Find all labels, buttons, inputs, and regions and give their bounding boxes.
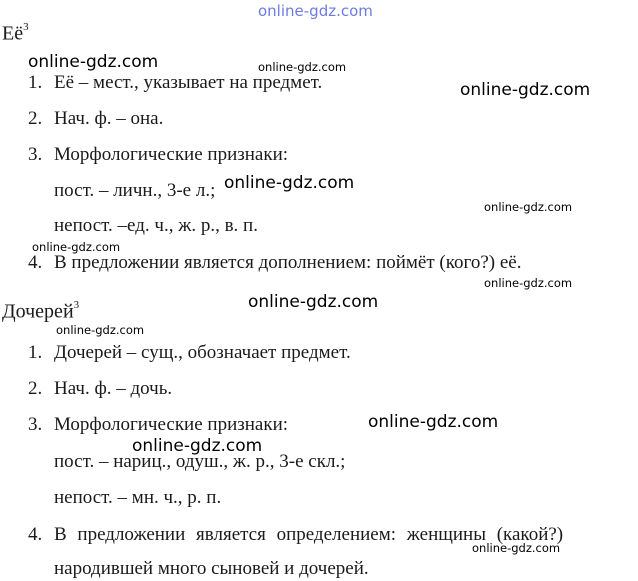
- item-text: Нач. ф. – она.: [54, 108, 164, 129]
- item-subtext: непост. – мн. ч., р. п.: [54, 487, 222, 508]
- watermark: online-gdz.com: [484, 276, 573, 290]
- headword-ee: $Её^3$: [2, 21, 29, 45]
- item-number: 1.: [28, 72, 43, 93]
- item-subtext: непост. –ед. ч., ж. р., в. п.: [54, 215, 258, 236]
- watermark: online-gdz.com: [224, 173, 355, 193]
- item-text: В предложении является дополнением: поймёт (кого?) её.: [54, 252, 522, 273]
- item-text: Морфологические признаки:: [54, 414, 289, 435]
- item-number: 4.: [28, 524, 43, 545]
- item-text: Её – мест., указывает на предмет.: [54, 72, 323, 93]
- watermark: online-gdz.com: [132, 436, 263, 456]
- watermark: online-gdz.com: [484, 200, 573, 214]
- watermark: online-gdz.com: [472, 541, 561, 555]
- watermark: online-gdz.com: [258, 60, 347, 74]
- item-number: 4.: [28, 252, 43, 273]
- watermark: online-gdz.com: [368, 412, 499, 432]
- watermark: online-gdz.com: [28, 52, 159, 72]
- item-number: 3.: [28, 414, 43, 435]
- item-text-continuation: народившей много сыновей и дочерей.: [54, 558, 369, 579]
- item-number: 3.: [28, 144, 43, 165]
- watermark: online-gdz.com: [460, 80, 591, 100]
- item-number: 2.: [28, 108, 43, 129]
- item-subtext: пост. – личн., 3-е л.;: [54, 180, 216, 201]
- item-text: Дочерей – сущ., обозначает предмет.: [54, 342, 351, 363]
- headword-docherey: Дочерей$^3$: [2, 299, 80, 323]
- item-subtext: пост. – нариц., одуш., ж. р., 3-е скл.;: [54, 451, 346, 472]
- watermark: online-gdz.com: [258, 2, 373, 20]
- item-text: Морфологические признаки:: [54, 144, 289, 165]
- watermark: online-gdz.com: [248, 292, 379, 312]
- watermark: online-gdz.com: [56, 323, 145, 337]
- item-text: В предложении является определением: женщины (какой?): [54, 524, 564, 545]
- item-text: Нач. ф. – дочь.: [54, 378, 173, 399]
- item-number: 2.: [28, 378, 43, 399]
- watermark: online-gdz.com: [32, 240, 121, 254]
- item-number: 1.: [28, 342, 43, 363]
